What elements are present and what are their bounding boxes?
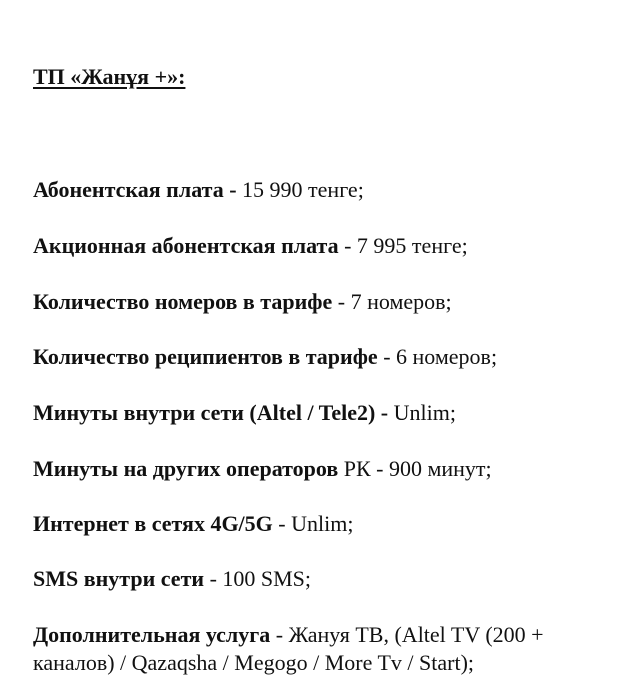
row-label: Акционная абонентская плата — [33, 233, 339, 258]
row-label: Дополнительная услуга — [33, 622, 271, 647]
row-value: РК - 900 минут; — [338, 456, 492, 481]
row-label: Интернет в сетях 4G/5G — [33, 511, 273, 536]
row-additional-service — [33, 621, 593, 677]
row-value: - 7 995 тенге; — [338, 233, 468, 258]
row-onnet-minutes — [33, 399, 456, 427]
row-label: Количество реципиентов в тарифе — [33, 344, 378, 369]
row-value: - Жануя ТВ, (Altel TV (200 + каналов) / Qazaqsha / Megogo / More Tv / Start); — [33, 622, 544, 675]
row-label: Количество номеров в тарифе — [33, 289, 333, 314]
row-internet — [33, 510, 353, 538]
row-label: Минуты на других операторов — [33, 456, 339, 481]
row-numbers-count — [33, 288, 452, 316]
row-value: - 6 номеров; — [377, 344, 498, 369]
document-title: ТП «Жанұя +»: — [33, 64, 186, 89]
row-label: SMS внутри сети — [33, 566, 205, 591]
row-label: Минуты внутри сети (Altel / Tele2) - — [33, 400, 389, 425]
row-recipients-count — [33, 343, 497, 371]
row-promo-fee — [33, 232, 468, 260]
row-value: - Unlim; — [272, 511, 354, 536]
row-sms — [33, 565, 311, 593]
row-value: Unlim; — [388, 400, 456, 425]
row-value: - 7 номеров; — [332, 289, 452, 314]
row-value: - 100 SMS; — [204, 566, 312, 591]
row-offnet-minutes — [33, 455, 492, 483]
row-subscription-fee — [33, 176, 364, 204]
row-label: Абонентская плата - — [33, 177, 237, 202]
row-value: 15 990 тенге; — [236, 177, 364, 202]
